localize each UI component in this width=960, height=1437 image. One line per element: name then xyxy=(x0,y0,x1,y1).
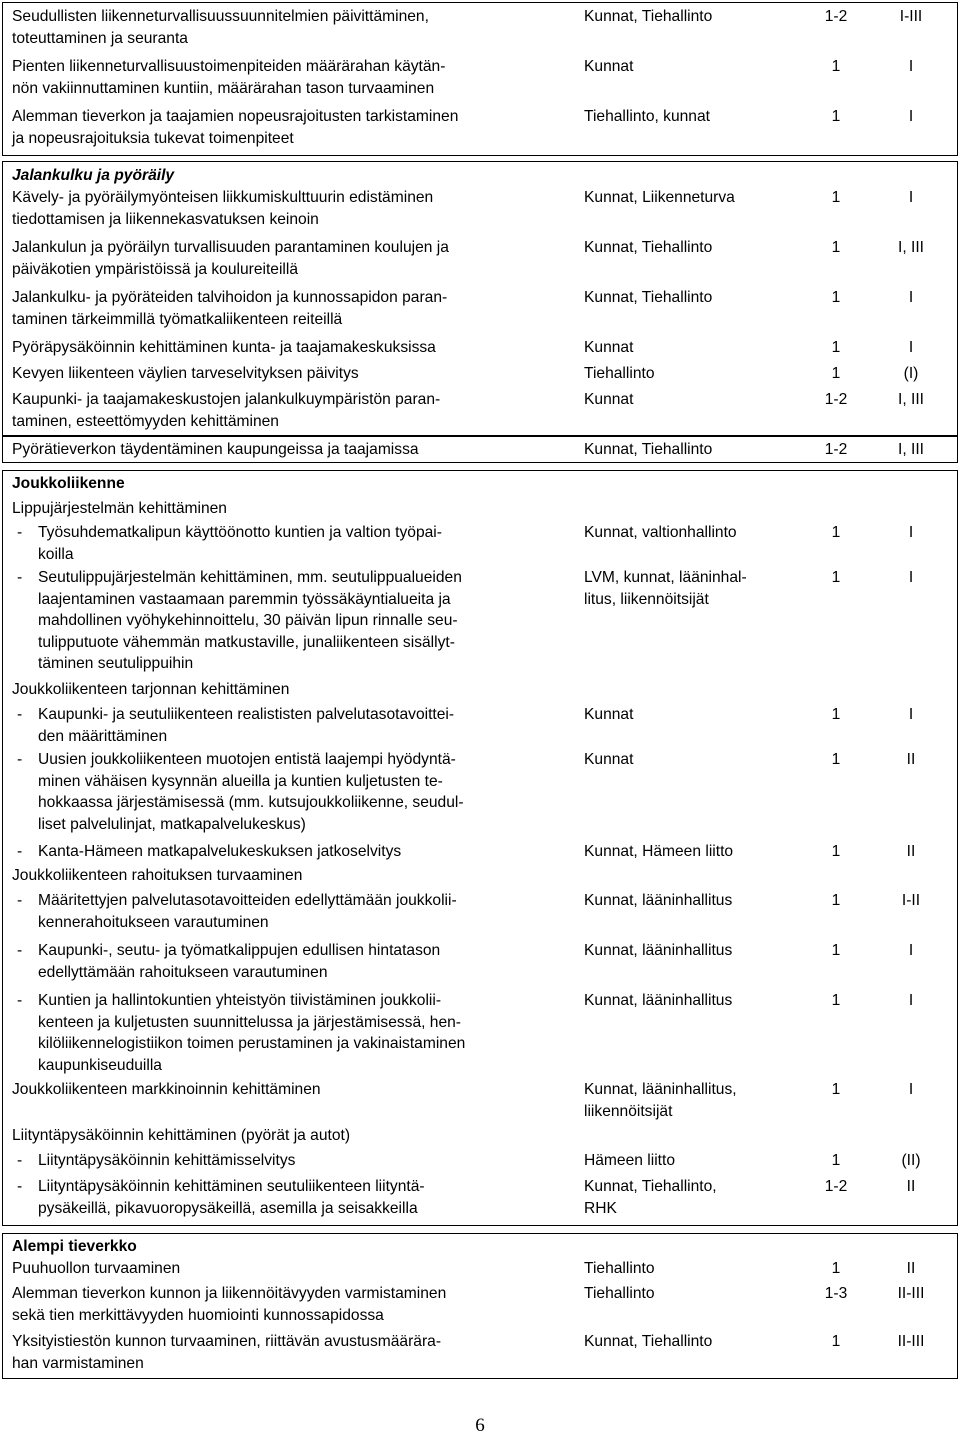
responsible-cell: Kunnat, valtionhallinto xyxy=(584,524,737,541)
table-section-pyoratieverkko xyxy=(2,436,958,463)
action-cell: Pyöräpysäköinnin kehittäminen kunta- ja taajamakeskuksissa xyxy=(12,339,436,356)
action-cell: Pyörätieverkon täydentäminen kaupungeissa ja taajamissa xyxy=(12,441,419,458)
section-heading: Joukkoliikenne xyxy=(12,475,125,492)
action-cell: Liityntäpysäköinnin kehittäminen seutuliikenteen liityntä- pysäkeillä, pikavuoropysäkeillä, asemilla ja seisakkeilla xyxy=(38,1178,425,1217)
class-cell: I-II xyxy=(901,892,921,909)
responsible-cell: Kunnat xyxy=(584,706,634,723)
table-section-alempi-tieverkko xyxy=(2,1233,958,1379)
action-cell: Alemman tieverkon ja taajamien nopeusrajoitusten tarkistaminen ja nopeusrajoituksia tukevat toimenpiteet xyxy=(12,108,459,147)
responsible-cell: Kunnat, lääninhallitus xyxy=(584,992,733,1009)
list-dash: - xyxy=(17,751,23,768)
responsible-cell: Kunnat xyxy=(584,339,634,356)
class-cell: II xyxy=(906,1178,916,1195)
priority-cell: 1 xyxy=(831,108,841,125)
page-number: 6 xyxy=(475,1415,485,1436)
priority-cell: 1 xyxy=(831,751,841,768)
priority-cell: 1 xyxy=(831,365,841,382)
action-cell: Jalankulun ja pyöräilyn turvallisuuden parantaminen koulujen ja päiväkotien ympäristöissä ja koulureiteillä xyxy=(12,239,449,278)
responsible-cell: Kunnat, lääninhallitus xyxy=(584,892,733,909)
class-cell: I-III xyxy=(899,8,923,25)
action-cell: Kaupunki- ja seutuliikenteen realististen palvelutasotavoittei- den määrittäminen xyxy=(38,706,455,745)
action-cell: Jalankulku- ja pyöräteiden talvihoidon ja kunnossapidon paran- taminen tärkeimmillä työmatkaliikenteen reiteillä xyxy=(12,289,448,328)
priority-cell: 1 xyxy=(831,289,841,306)
responsible-cell: Hämeen liitto xyxy=(584,1152,676,1169)
action-cell: Liityntäpysäköinnin kehittämisselvitys xyxy=(38,1152,296,1169)
priority-cell: 1 xyxy=(831,58,841,75)
priority-cell: 1-2 xyxy=(824,391,848,408)
class-cell: I xyxy=(908,339,914,356)
class-cell: II-III xyxy=(897,1333,925,1350)
class-cell: I xyxy=(908,992,914,1009)
priority-cell: 1 xyxy=(831,239,841,256)
action-cell: Kaupunki- ja taajamakeskustojen jalankulkuympäristön paran- taminen, esteettömyyden kehittäminen xyxy=(12,391,441,430)
list-dash: - xyxy=(17,892,23,909)
class-cell: I xyxy=(908,524,914,541)
priority-cell: 1-2 xyxy=(824,441,848,458)
priority-cell: 1-3 xyxy=(824,1285,848,1302)
list-dash: - xyxy=(17,524,23,541)
priority-cell: 1-2 xyxy=(824,1178,848,1195)
responsible-cell: Kunnat, Tiehallinto xyxy=(584,289,713,306)
action-cell: Uusien joukkoliikenteen muotojen entistä laajempi hyödyntä- minen vähäisen kysynnän alueilla ja kuntien kuljetusten te- hokkaassa järjestämisessä (mm. kutsujoukkoliikenne, seudul- liset palvelulinjat, matkapalvelukeskus) xyxy=(38,751,464,833)
responsible-cell: Kunnat, Tiehallinto xyxy=(584,8,713,25)
class-cell: II-III xyxy=(897,1285,925,1302)
list-dash: - xyxy=(17,1152,23,1169)
action-cell: Seudullisten liikenneturvallisuussuunnitelmien päivittäminen, toteuttaminen ja seuranta xyxy=(12,8,429,47)
action-cell: Kevyen liikenteen väylien tarveselvityksen päivitys xyxy=(12,365,359,382)
subheading: Joukkoliikenteen tarjonnan kehittäminen xyxy=(12,681,290,698)
responsible-cell: Kunnat, Hämeen liitto xyxy=(584,843,734,860)
class-cell: I xyxy=(908,569,914,586)
action-cell: Alemman tieverkon kunnon ja liikennöitävyyden varmistaminen sekä tien merkittävyyden huomiointi kunnossapidossa xyxy=(12,1285,447,1324)
priority-cell: 1 xyxy=(831,1152,841,1169)
responsible-cell: Tiehallinto xyxy=(584,365,655,382)
priority-cell: 1 xyxy=(831,942,841,959)
responsible-cell: Tiehallinto xyxy=(584,1260,655,1277)
class-cell: I, III xyxy=(898,441,924,458)
class-cell: I xyxy=(908,189,914,206)
action-cell: Kävely- ja pyöräilymyönteisen liikkumiskulttuurin edistäminen tiedottamisen ja liikennekasvatuksen keinoin xyxy=(12,189,434,228)
action-cell: Joukkoliikenteen markkinoinnin kehittäminen xyxy=(12,1081,321,1098)
class-cell: I, III xyxy=(898,391,924,408)
class-cell: (I) xyxy=(903,365,919,382)
priority-cell: 1 xyxy=(831,843,841,860)
priority-cell: 1 xyxy=(831,339,841,356)
action-cell: Kaupunki-, seutu- ja työmatkalippujen edullisen hintatason edellyttämään rahoitukseen varautuminen xyxy=(38,942,441,981)
action-cell: Kanta-Hämeen matkapalvelukeskuksen jatkoselvitys xyxy=(38,843,402,860)
list-dash: - xyxy=(17,706,23,723)
class-cell: I xyxy=(908,1081,914,1098)
list-dash: - xyxy=(17,942,23,959)
class-cell: II xyxy=(906,751,916,768)
class-cell: I xyxy=(908,58,914,75)
responsible-cell: Kunnat, lääninhallitus, liikennöitsijät xyxy=(584,1081,737,1120)
action-cell: Seutulippujärjestelmän kehittäminen, mm. seutulippualueiden laajentaminen vastaamaan paremmin työssäkäyntialueita ja mahdollinen vyöhykehinnoittelu, 30 päivän lipun rinnalle seu- tulipputuote vähemmän matkustaville, junaliikenteen sisällyt- täminen seutulippuihin xyxy=(38,569,462,672)
action-cell: Yksityistiestön kunnon turvaaminen, riittävän avustusmäärära- han varmistaminen xyxy=(12,1333,442,1372)
table-section-top xyxy=(2,2,958,156)
priority-cell: 1 xyxy=(831,569,841,586)
priority-cell: 1-2 xyxy=(824,8,848,25)
list-dash: - xyxy=(17,569,23,586)
class-cell: I xyxy=(908,706,914,723)
priority-cell: 1 xyxy=(831,189,841,206)
responsible-cell: Kunnat xyxy=(584,751,634,768)
action-cell: Kuntien ja hallintokuntien yhteistyön tiivistäminen joukkolii- kenteen ja kuljetusten suunnittelussa ja järjestämisessä, hen- kilöliikennelogistiikon toimen perustaminen ja vakinaistaminen kaupunkiseuduilla xyxy=(38,992,466,1074)
responsible-cell: Kunnat, Tiehallinto xyxy=(584,441,713,458)
priority-cell: 1 xyxy=(831,1081,841,1098)
priority-cell: 1 xyxy=(831,892,841,909)
class-cell: II xyxy=(906,1260,916,1277)
class-cell: I xyxy=(908,108,914,125)
priority-cell: 1 xyxy=(831,992,841,1009)
priority-cell: 1 xyxy=(831,1333,841,1350)
responsible-cell: Kunnat, Tiehallinto xyxy=(584,239,713,256)
class-cell: I xyxy=(908,942,914,959)
responsible-cell: Kunnat, lääninhallitus xyxy=(584,942,733,959)
action-cell: Puuhuollon turvaaminen xyxy=(12,1260,181,1277)
table-section-jalankulku xyxy=(2,161,958,436)
class-cell: I xyxy=(908,289,914,306)
table-section-joukkoliikenne xyxy=(2,470,958,1226)
responsible-cell: Kunnat, Tiehallinto, RHK xyxy=(584,1178,717,1217)
class-cell: (II) xyxy=(901,1152,921,1169)
list-dash: - xyxy=(17,1178,23,1195)
priority-cell: 1 xyxy=(831,706,841,723)
subheading: Liityntäpysäköinnin kehittäminen (pyörät ja autot) xyxy=(12,1127,351,1144)
responsible-cell: Kunnat, Liikenneturva xyxy=(584,189,735,206)
section-heading: Alempi tieverkko xyxy=(12,1238,137,1255)
action-cell: Määritettyjen palvelutasotavoitteiden edellyttämään joukkolii- kennerahoitukseen varautuminen xyxy=(38,892,457,931)
responsible-cell: Tiehallinto xyxy=(584,1285,655,1302)
responsible-cell: Kunnat xyxy=(584,58,634,75)
subheading: Joukkoliikenteen rahoituksen turvaaminen xyxy=(12,867,303,884)
responsible-cell: Kunnat, Tiehallinto xyxy=(584,1333,713,1350)
responsible-cell: Tiehallinto, kunnat xyxy=(584,108,710,125)
class-cell: II xyxy=(906,843,916,860)
subheading: Lippujärjestelmän kehittäminen xyxy=(12,500,227,517)
section-heading: Jalankulku ja pyöräily xyxy=(12,167,175,184)
priority-cell: 1 xyxy=(831,524,841,541)
responsible-cell: LVM, kunnat, lääninhal- litus, liikennöitsijät xyxy=(584,569,747,608)
action-cell: Pienten liikenneturvallisuustoimenpiteiden määrärahan käytän- nön vakiinnuttaminen kuntiin, määrärahan tason turvaaminen xyxy=(12,58,446,97)
priority-cell: 1 xyxy=(831,1260,841,1277)
list-dash: - xyxy=(17,992,23,1009)
responsible-cell: Kunnat xyxy=(584,391,634,408)
class-cell: I, III xyxy=(898,239,924,256)
action-cell: Työsuhdematkalipun käyttöönotto kuntien ja valtion työpai- koilla xyxy=(38,524,442,563)
list-dash: - xyxy=(17,843,23,860)
